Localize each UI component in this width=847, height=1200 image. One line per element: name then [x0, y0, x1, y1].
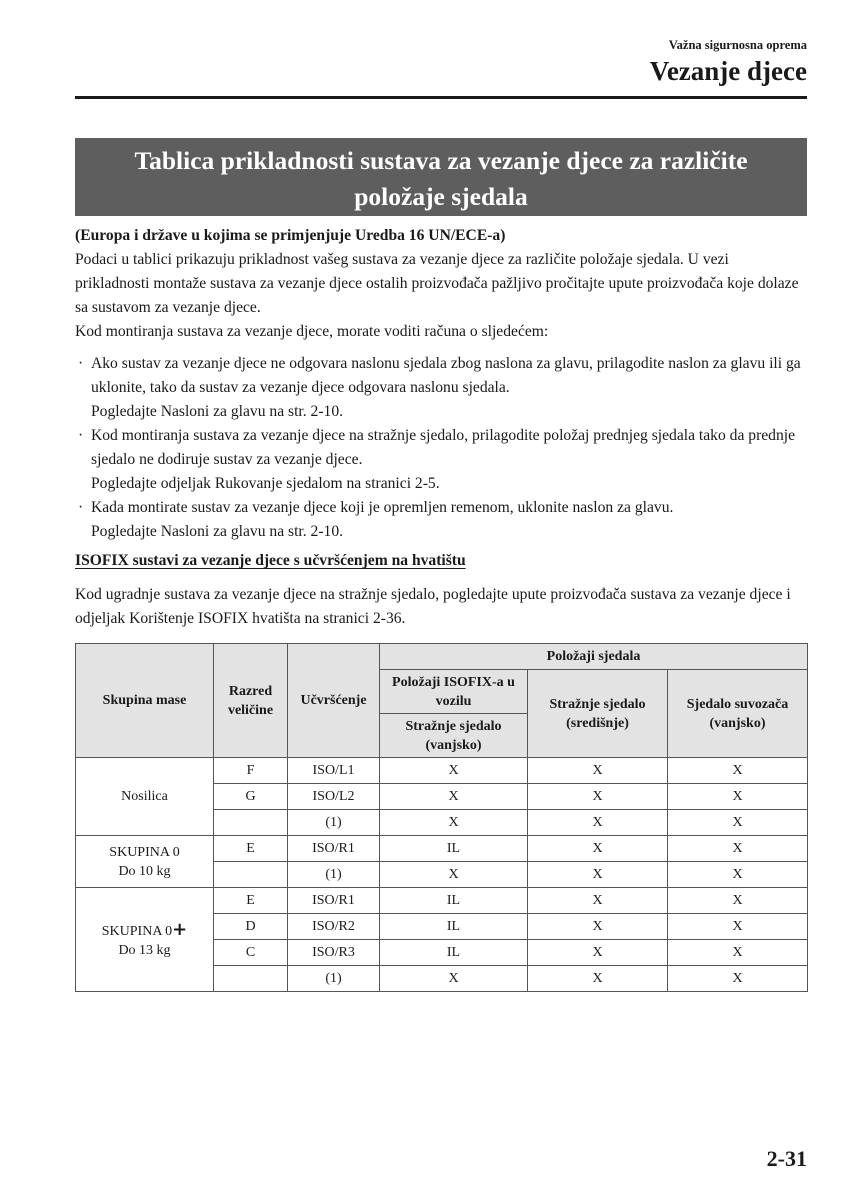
- center-cell: X: [528, 784, 668, 810]
- fixture-cell: (1): [288, 862, 380, 888]
- header-isofix-positions: Položaji ISOFIX-a u vozilu: [380, 670, 528, 714]
- center-cell: X: [528, 758, 668, 784]
- header-fixture: Učvršćenje: [288, 644, 380, 758]
- center-cell: X: [528, 862, 668, 888]
- group-cell: [76, 888, 214, 992]
- bullet-dot-icon: ·: [78, 427, 84, 444]
- intro-paragraph-1: Podaci u tablici prikazuju prikladnost vašeg sustava za vezanje djece za različite položaje sjedala. U vezi prikladnosti montaže sustava za vezanje djece ostalih proizvođača pažljivo pročitajte upute proizvođača koje dolaze sa sustavom za vezanje djece.: [75, 251, 799, 316]
- center-cell: X: [528, 888, 668, 914]
- group-name: Nosilica: [121, 789, 168, 804]
- isofix-cell: X: [380, 758, 528, 784]
- bullet-reference: Pogledajte Nasloni za glavu na str. 2-10.: [91, 403, 344, 420]
- isofix-paragraph: Kod ugradnje sustava za vezanje djece na stražnje sjedalo, pogledajte upute proizvođača sustava za vezanje djece i odjeljak Korištenje ISOFIX hvatišta na stranici 2-36.: [75, 586, 791, 627]
- isofix-cell: X: [380, 966, 528, 992]
- page-number: 2-31: [766, 1146, 807, 1171]
- size-cell: E: [214, 836, 288, 862]
- isofix-cell: X: [380, 810, 528, 836]
- isofix-cell: X: [380, 862, 528, 888]
- group-cell: [76, 836, 214, 888]
- passenger-cell: X: [668, 862, 808, 888]
- header-divider: [75, 96, 807, 99]
- size-cell: D: [214, 914, 288, 940]
- bullet-text: Ako sustav za vezanje djece ne odgovara naslonu sjedala zbog naslona za glavu, prilagodite naslon za glavu ili ga uklonite, tako da sustav za vezanje djece odgovara naslonu sjedala.: [91, 355, 801, 396]
- page-content: [75, 224, 807, 992]
- section-title: Važna sigurnosna oprema: [668, 38, 807, 52]
- center-cell: X: [528, 966, 668, 992]
- passenger-cell: X: [668, 836, 808, 862]
- banner-line-2: položaje sjedala: [354, 182, 528, 211]
- header-passenger-outer: Sjedalo suvozača (vanjsko): [668, 670, 808, 758]
- isofix-cell: IL: [380, 836, 528, 862]
- list-item: [75, 496, 807, 544]
- isofix-heading: ISOFIX sustavi za vezanje djece s učvršćenjem na hvatištu: [75, 552, 466, 569]
- header-rear-center: Stražnje sjedalo (središnje): [528, 670, 668, 758]
- fixture-cell: ISO/L2: [288, 784, 380, 810]
- center-cell: X: [528, 940, 668, 966]
- fixture-cell: ISO/L1: [288, 758, 380, 784]
- size-cell: [214, 966, 288, 992]
- isofix-cell: X: [380, 784, 528, 810]
- size-cell: [214, 810, 288, 836]
- bullet-dot-icon: ·: [78, 499, 84, 516]
- fixture-cell: ISO/R1: [288, 888, 380, 914]
- group-weight: Do 13 kg: [118, 942, 171, 958]
- bullet-dot-icon: ·: [78, 355, 84, 372]
- group-cell: [76, 758, 214, 836]
- bullet-text: Kada montirate sustav za vezanje djece koji je opremljen remenom, uklonite naslon za glavu.: [91, 499, 674, 516]
- bullet-reference: Pogledajte Nasloni za glavu na str. 2-10.: [91, 523, 344, 540]
- header-mass-group: Skupina mase: [76, 644, 214, 758]
- passenger-cell: X: [668, 914, 808, 940]
- table-row: [76, 836, 808, 862]
- fixture-cell: ISO/R3: [288, 940, 380, 966]
- passenger-cell: X: [668, 888, 808, 914]
- table-row: [76, 758, 808, 784]
- region-heading: (Europa i države u kojima se primjenjuje Uredba 16 UN/ECE-a): [75, 227, 506, 244]
- chapter-title: Vezanje djece: [649, 56, 807, 86]
- center-cell: X: [528, 914, 668, 940]
- suitability-table: [75, 643, 808, 992]
- center-cell: X: [528, 810, 668, 836]
- header-seat-positions: Položaji sjedala: [380, 644, 808, 670]
- fixture-cell: (1): [288, 810, 380, 836]
- passenger-cell: X: [668, 966, 808, 992]
- fixture-cell: (1): [288, 966, 380, 992]
- passenger-cell: X: [668, 940, 808, 966]
- passenger-cell: X: [668, 784, 808, 810]
- bullet-reference: Pogledajte odjeljak Rukovanje sjedalom na stranici 2-5.: [91, 475, 440, 492]
- bullet-text: Kod montiranja sustava za vezanje djece na stražnje sjedalo, prilagodite položaj prednjeg sjedala tako da prednje sjedalo ne dodiruje sustav za vezanje djece.: [91, 427, 796, 468]
- header-rear-outer: Stražnje sjedalo (vanjsko): [380, 714, 528, 758]
- precaution-list: [75, 352, 807, 544]
- list-item: [75, 352, 807, 424]
- table-title-banner: [75, 138, 807, 216]
- passenger-cell: X: [668, 810, 808, 836]
- size-cell: G: [214, 784, 288, 810]
- size-cell: [214, 862, 288, 888]
- size-cell: E: [214, 888, 288, 914]
- group-name: SKUPINA 0: [101, 923, 173, 939]
- passenger-cell: X: [668, 758, 808, 784]
- isofix-cell: IL: [380, 940, 528, 966]
- header-size-class: Razred veličine: [214, 644, 288, 758]
- fixture-cell: ISO/R1: [288, 836, 380, 862]
- group-weight: Do 10 kg: [118, 863, 171, 879]
- isofix-cell: IL: [380, 888, 528, 914]
- banner-line-1: Tablica prikladnosti sustava za vezanje djece za različite: [134, 146, 748, 175]
- intro-paragraph-2: Kod montiranja sustava za vezanje djece, morate voditi računa o sljedećem:: [75, 323, 549, 340]
- isofix-cell: IL: [380, 914, 528, 940]
- size-cell: F: [214, 758, 288, 784]
- table-row: [76, 888, 808, 914]
- list-item: [75, 424, 807, 496]
- plus-icon: +: [172, 918, 188, 940]
- fixture-cell: ISO/R2: [288, 914, 380, 940]
- center-cell: X: [528, 836, 668, 862]
- group-name: SKUPINA 0: [109, 844, 180, 860]
- size-cell: C: [214, 940, 288, 966]
